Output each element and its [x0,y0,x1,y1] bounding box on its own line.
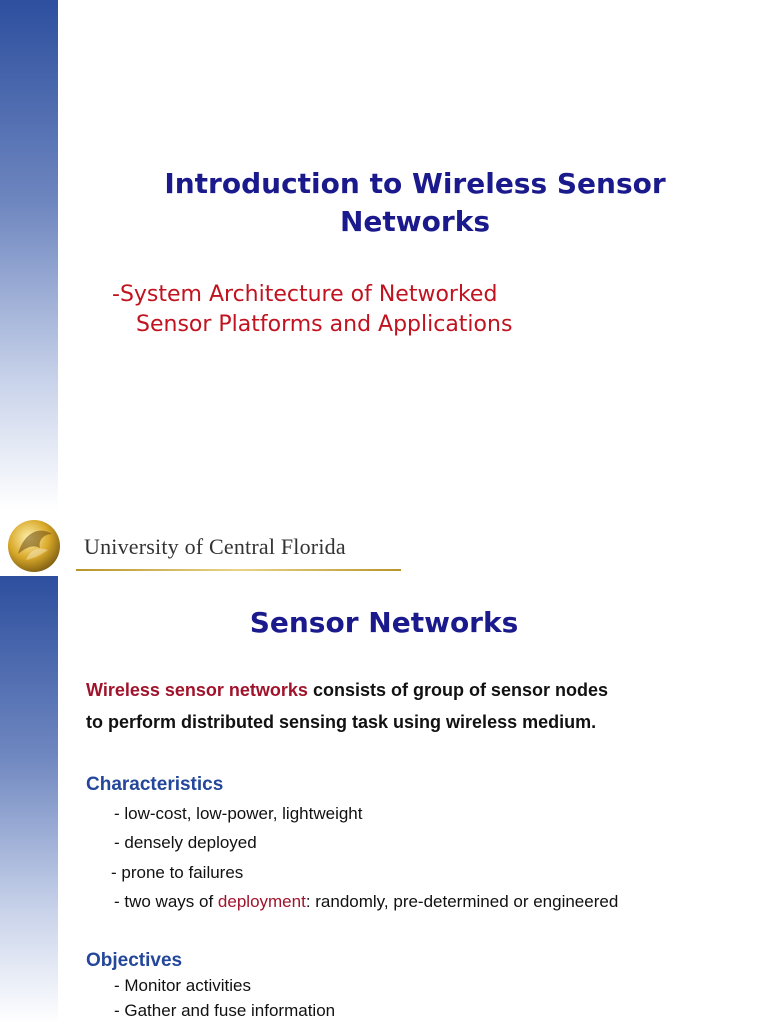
slide-subtitle [112,280,672,340]
char-suffix: : randomly, pre-determined or engineered [305,892,619,911]
characteristic-item: - low-cost, low-power, lightweight [114,804,363,823]
char-prefix: - two ways of [114,892,218,911]
logo-underline [76,569,401,571]
deployment-highlight: deployment [217,892,306,911]
title-line-1: Introduction to Wireless Sensor [164,167,666,200]
subtitle-line-2: Sensor Platforms and Applications [136,312,513,337]
characteristics-heading: Characteristics [86,774,224,795]
slide-title: Sensor Networks [249,606,519,639]
slide-side-bar [0,0,58,510]
slide-side-bar [0,576,58,1024]
subtitle-line-1: -System Architecture of Networked [112,282,498,307]
characteristic-item [114,892,618,912]
intro-text-line-2: to perform distributed sensing task using wireless medium. [86,712,597,732]
intro-paragraph [86,674,726,738]
objectives-heading: Objectives [86,950,183,971]
objective-item: - Gather and fuse information [114,1001,336,1020]
ucf-logo [0,510,420,576]
intro-text-line-1: consists of group of sensor nodes [307,680,608,700]
characteristic-item: - densely deployed [114,833,257,852]
intro-highlight: Wireless sensor networks [86,680,308,700]
ucf-wordmark: University of Central Florida [84,534,346,559]
content-slide [0,576,768,1024]
objective-item: - Monitor activities [114,976,251,995]
slide-title [100,165,730,241]
pegasus-logo-icon [4,514,64,574]
characteristic-item: - prone to failures [111,863,244,882]
title-line-2: Networks [339,205,490,238]
